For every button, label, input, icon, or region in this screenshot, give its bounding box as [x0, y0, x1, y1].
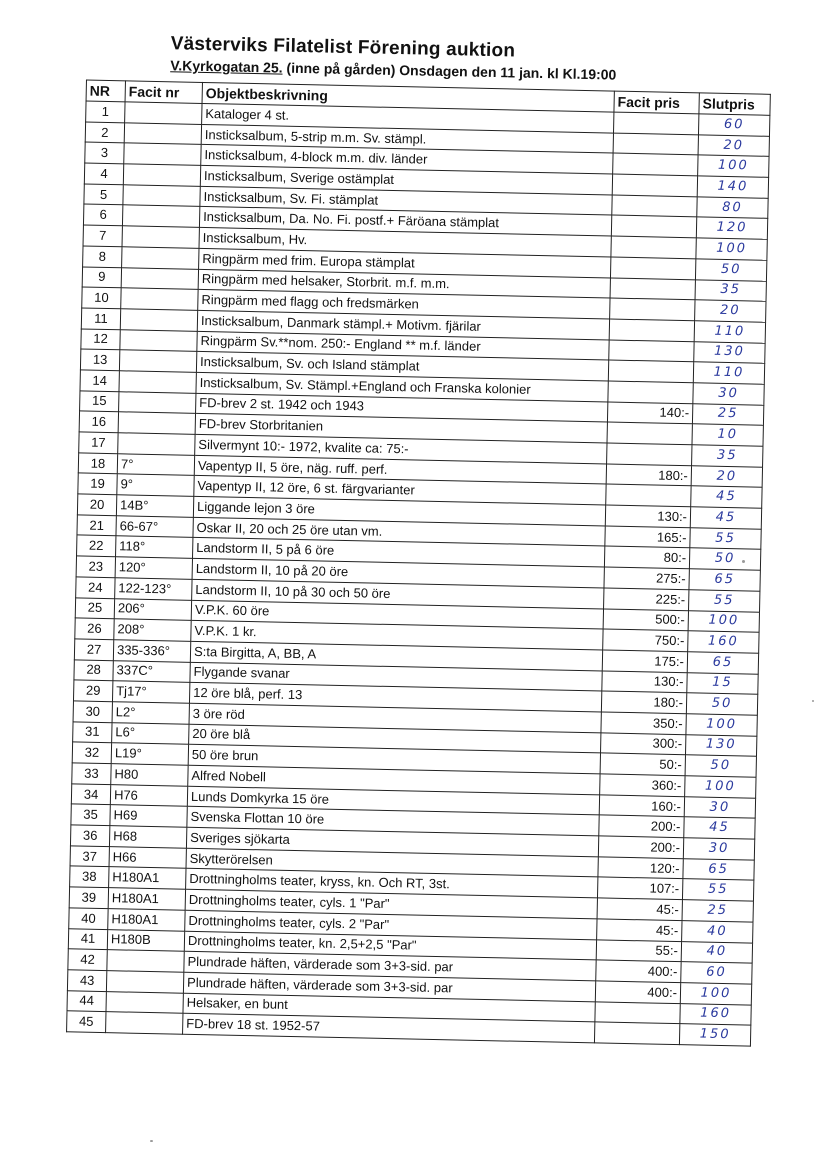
- item-description: Oskar II, 20 och 25 öre utan vm.: [193, 517, 605, 546]
- facit-number: H180B: [107, 929, 184, 951]
- item-description: 3 öre röd: [189, 703, 601, 732]
- facit-price: 225:-: [604, 588, 689, 610]
- facit-number: [123, 164, 200, 186]
- facit-price: 360:-: [600, 774, 685, 796]
- facit-number: [122, 226, 199, 248]
- final-price: 55: [689, 590, 760, 612]
- facit-price: 275:-: [604, 567, 689, 589]
- final-price: 20: [691, 465, 762, 487]
- item-number: 39: [69, 887, 108, 908]
- facit-number: L6°: [112, 722, 189, 744]
- item-description: 50 öre brun: [188, 745, 600, 774]
- item-number: 29: [73, 680, 112, 701]
- facit-price: 350:-: [601, 712, 686, 734]
- facit-number: 7°: [117, 453, 194, 475]
- item-description: FD-brev Storbritanien: [195, 414, 607, 443]
- item-description: Liggande lejon 3 öre: [193, 496, 605, 525]
- facit-number: 14B°: [116, 495, 193, 517]
- final-price: 50: [695, 259, 766, 281]
- scan-speck: [150, 1140, 153, 1142]
- final-price: 30: [684, 796, 755, 818]
- facit-price: 300:-: [601, 733, 686, 755]
- final-price: 130: [694, 341, 765, 363]
- item-number: 21: [77, 515, 116, 536]
- final-price: 60: [698, 114, 769, 136]
- scan-speck: [742, 560, 745, 563]
- facit-number: L2°: [112, 702, 189, 724]
- facit-price: [611, 236, 696, 258]
- facit-price: 45:-: [597, 898, 682, 920]
- item-number: 41: [68, 928, 107, 949]
- facit-price: 400:-: [596, 960, 681, 982]
- facit-number: [120, 309, 197, 331]
- facit-price: [611, 215, 696, 237]
- final-price: 60: [681, 962, 752, 984]
- facit-number: H180A1: [109, 867, 186, 889]
- item-number: 27: [74, 639, 113, 660]
- item-description: FD-brev 18 st. 1952-57: [183, 1013, 595, 1042]
- item-number: 10: [82, 287, 121, 308]
- facit-number: [119, 371, 196, 393]
- item-description: Vapentyp II, 12 öre, 6 st. färgvarianter: [194, 476, 606, 505]
- item-description: Insticksalbum, Sv. Fi. stämplat: [200, 186, 612, 215]
- facit-number: H80: [111, 764, 188, 786]
- final-price: 25: [682, 900, 753, 922]
- final-price: 25: [692, 403, 763, 425]
- facit-price: [607, 422, 692, 444]
- facit-price: [609, 340, 694, 362]
- facit-price: [609, 319, 694, 341]
- facit-number: H68: [109, 826, 186, 848]
- auction-table: [66, 79, 771, 1046]
- facit-price: 130:-: [605, 505, 690, 527]
- item-number: 8: [83, 246, 122, 267]
- item-description: S:ta Birgitta, A, BB, A: [190, 641, 602, 670]
- header-final-price: Slutpris: [699, 93, 770, 115]
- header-nr: NR: [86, 80, 125, 102]
- item-description: Svenska Flottan 10 öre: [187, 807, 599, 836]
- item-number: 13: [80, 349, 119, 370]
- item-number: 18: [78, 453, 117, 474]
- header-description: Objektbeskrivning: [202, 82, 614, 112]
- item-number: 25: [75, 597, 114, 618]
- facit-price: 175:-: [602, 650, 687, 672]
- item-description: Insticksalbum, Sverige ostämplat: [200, 165, 612, 194]
- item-description: Helsaker, en bunt: [183, 993, 595, 1022]
- item-description: Alfred Nobell: [188, 765, 600, 794]
- final-price: 110: [694, 321, 765, 343]
- facit-price: 130:-: [602, 671, 687, 693]
- final-price: 30: [683, 838, 754, 860]
- facit-price: 200:-: [599, 815, 684, 837]
- facit-price: 50:-: [600, 753, 685, 775]
- item-number: 20: [77, 494, 116, 515]
- item-number: 36: [70, 825, 109, 846]
- item-description: Plundrade häften, värderade som 3+3-sid. par: [183, 972, 595, 1001]
- item-number: 1: [86, 101, 125, 122]
- facit-price: [607, 443, 692, 465]
- facit-number: [125, 102, 202, 124]
- item-number: 37: [70, 846, 109, 867]
- final-price: 150: [679, 1024, 750, 1046]
- item-number: 26: [75, 618, 114, 639]
- item-description: Drottningholms teater, cyls. 2 "Par": [185, 910, 597, 939]
- address: V.Kyrkogatan 25.: [170, 57, 283, 76]
- facit-number: [122, 247, 199, 269]
- facit-number: 120°: [115, 557, 192, 579]
- item-number: 40: [69, 908, 108, 929]
- item-description: Ringpärm Sv.**nom. 250:- England ** m.f. länder: [197, 331, 609, 360]
- final-price: 55: [690, 528, 761, 550]
- final-price: 55: [682, 879, 753, 901]
- final-price: 45: [690, 507, 761, 529]
- item-description: V.P.K. 60 öre: [191, 600, 603, 629]
- item-description: Drottningholms teater, kn. 2,5+2,5 "Par": [184, 931, 596, 960]
- facit-price: 180:-: [601, 691, 686, 713]
- final-price: 100: [685, 776, 756, 798]
- final-price: 15: [687, 672, 758, 694]
- item-number: 19: [78, 473, 117, 494]
- facit-number: Tj17°: [112, 681, 189, 703]
- facit-price: [610, 278, 695, 300]
- item-description: Drottningholms teater, cyls. 1 "Par": [185, 889, 597, 918]
- header-facit-nr: Facit nr: [125, 81, 202, 104]
- item-number: 23: [76, 556, 115, 577]
- final-price: 35: [692, 445, 763, 467]
- facit-number: [106, 991, 183, 1013]
- final-price: 10: [692, 424, 763, 446]
- item-description: Sveriges sjökarta: [186, 827, 598, 856]
- final-price: 100: [698, 155, 769, 177]
- facit-number: H69: [110, 805, 187, 827]
- facit-price: [610, 257, 695, 279]
- facit-number: [122, 205, 199, 227]
- final-price: 120: [696, 217, 767, 239]
- final-price: 40: [681, 941, 752, 963]
- item-number: 9: [82, 266, 121, 287]
- final-price: 50: [689, 548, 760, 570]
- facit-number: [124, 143, 201, 165]
- item-description: Insticksalbum, Sv. och Island stämplat: [196, 352, 608, 381]
- final-price: 50: [685, 755, 756, 777]
- facit-number: 335-336°: [113, 640, 190, 662]
- final-price: 130: [685, 734, 756, 756]
- facit-number: 208°: [114, 619, 191, 641]
- facit-number: H66: [109, 846, 186, 868]
- item-description: Insticksalbum, Da. No. Fi. postf.+ Färöana stämplat: [199, 207, 611, 236]
- item-description: Ringpärm med flagg och fredsmärken: [198, 290, 610, 319]
- final-price: 110: [693, 362, 764, 384]
- facit-price: 107:-: [597, 877, 682, 899]
- item-number: 35: [71, 804, 110, 825]
- final-price: 65: [683, 858, 754, 880]
- facit-number: 66-67°: [116, 515, 193, 537]
- item-description: 20 öre blå: [189, 724, 601, 753]
- final-price: 160: [680, 1003, 751, 1025]
- facit-price: 160:-: [599, 795, 684, 817]
- item-number: 11: [81, 308, 120, 329]
- item-number: 12: [81, 329, 120, 350]
- facit-number: [123, 185, 200, 207]
- item-description: Flygande svanar: [190, 662, 602, 691]
- item-description: Kataloger 4 st.: [202, 103, 614, 132]
- facit-price: 500:-: [603, 608, 688, 630]
- item-number: 5: [84, 184, 123, 205]
- facit-price: [614, 112, 699, 134]
- item-number: 17: [79, 432, 118, 453]
- item-description: Skytterörelsen: [186, 848, 598, 877]
- facit-price: [606, 484, 691, 506]
- facit-price: [608, 360, 693, 382]
- facit-price: 45:-: [597, 919, 682, 941]
- item-number: 6: [83, 204, 122, 225]
- facit-price: 80:-: [604, 546, 689, 568]
- facit-price: 165:-: [605, 526, 690, 548]
- item-description: Lunds Domkyrka 15 öre: [187, 786, 599, 815]
- facit-number: 337C°: [113, 660, 190, 682]
- facit-price: [613, 153, 698, 175]
- final-price: 100: [688, 610, 759, 632]
- item-description: V.P.K. 1 kr.: [191, 621, 603, 650]
- facit-number: [121, 288, 198, 310]
- final-price: 45: [691, 486, 762, 508]
- facit-number: 206°: [114, 598, 191, 620]
- item-description: Ringpärm med helsaker, Storbrit. m.f. m.m.: [198, 269, 610, 298]
- item-number: 31: [73, 721, 112, 742]
- facit-number: [121, 267, 198, 289]
- facit-price: 200:-: [598, 836, 683, 858]
- final-price: 100: [696, 238, 767, 260]
- facit-number: 9°: [117, 474, 194, 496]
- item-description: Landstorm II, 5 på 6 öre: [192, 538, 604, 567]
- final-price: 160: [688, 631, 759, 653]
- facit-price: 120:-: [598, 857, 683, 879]
- item-description: Plundrade häften, värderade som 3+3-sid. par: [184, 951, 596, 980]
- item-description: Insticksalbum, 4-block m.m. div. länder: [201, 145, 613, 174]
- facit-number: [118, 433, 195, 455]
- header-facit-price: Facit pris: [614, 91, 699, 114]
- item-description: Landstorm II, 10 på 20 öre: [192, 558, 604, 587]
- facit-number: L19°: [111, 743, 188, 765]
- final-price: 100: [686, 714, 757, 736]
- facit-number: 118°: [116, 536, 193, 558]
- item-number: 3: [85, 142, 124, 163]
- item-number: 38: [70, 866, 109, 887]
- item-description: Silvermynt 10:- 1972, kvalite ca: 75:-: [195, 434, 607, 463]
- final-price: 100: [680, 983, 751, 1005]
- item-number: 30: [73, 701, 112, 722]
- item-number: 4: [84, 163, 123, 184]
- facit-price: [594, 1022, 679, 1044]
- facit-number: H180A1: [108, 908, 185, 930]
- facit-number: 122-123°: [115, 578, 192, 600]
- item-number: 14: [80, 370, 119, 391]
- facit-price: 750:-: [603, 629, 688, 651]
- final-price: 80: [697, 197, 768, 219]
- final-price: 35: [695, 279, 766, 301]
- item-number: 28: [74, 659, 113, 680]
- final-price: 30: [693, 383, 764, 405]
- facit-number: H180A1: [108, 888, 185, 910]
- item-number: 16: [79, 411, 118, 432]
- scan-speck: [812, 700, 814, 702]
- final-price: 140: [697, 176, 768, 198]
- item-number: 44: [67, 990, 106, 1011]
- facit-number: [107, 950, 184, 972]
- final-price: 65: [689, 569, 760, 591]
- final-price: 20: [695, 300, 766, 322]
- facit-price: 140:-: [607, 402, 692, 424]
- facit-number: [118, 412, 195, 434]
- final-price: 50: [686, 693, 757, 715]
- item-description: Insticksalbum, Sv. Stämpl.+England och Franska kolonier: [196, 372, 608, 401]
- facit-price: 400:-: [595, 981, 680, 1003]
- facit-price: [610, 298, 695, 320]
- item-number: 7: [83, 225, 122, 246]
- item-description: Vapentyp II, 5 öre, näg. ruff. perf.: [194, 455, 606, 484]
- item-number: 45: [67, 1011, 106, 1032]
- item-description: Insticksalbum, 5-strip m.m. Sv. stämpl.: [201, 124, 613, 153]
- facit-number: [119, 350, 196, 372]
- facit-price: 180:-: [606, 464, 691, 486]
- location-time: (inne på gården) Onsdagen den 11 jan. kl Kl.19:00: [282, 59, 617, 83]
- item-number: 34: [71, 784, 110, 805]
- item-description: FD-brev 2 st. 1942 och 1943: [196, 393, 608, 422]
- facit-number: [124, 123, 201, 145]
- facit-number: [106, 971, 183, 993]
- document-title: Västerviks Filatelist Förening auktion: [170, 33, 516, 62]
- facit-price: 55:-: [596, 939, 681, 961]
- facit-price: [613, 133, 698, 155]
- document-subtitle: [170, 57, 616, 82]
- item-description: Drottningholms teater, kryss, kn. Och RT, 3st.: [186, 869, 598, 898]
- final-price: 40: [682, 920, 753, 942]
- item-description: Insticksalbum, Danmark stämpl.+ Motivm. fjärilar: [197, 310, 609, 339]
- item-number: 2: [85, 122, 124, 143]
- facit-number: [120, 329, 197, 351]
- item-description: 12 öre blå, perf. 13: [189, 683, 601, 712]
- item-number: 22: [77, 535, 116, 556]
- item-number: 33: [72, 763, 111, 784]
- facit-number: [119, 391, 196, 413]
- facit-number: [106, 1012, 183, 1034]
- item-number: 24: [76, 577, 115, 598]
- final-price: 45: [684, 817, 755, 839]
- item-description: Ringpärm med frim. Europa stämplat: [199, 248, 611, 277]
- item-description: Landstorm II, 10 på 30 och 50 öre: [192, 579, 604, 608]
- facit-number: H76: [110, 784, 187, 806]
- facit-price: [612, 195, 697, 217]
- final-price: 20: [698, 135, 769, 157]
- facit-price: [612, 174, 697, 196]
- final-price: 65: [687, 652, 758, 674]
- item-number: 32: [72, 742, 111, 763]
- facit-price: [595, 1001, 680, 1023]
- item-number: 15: [80, 391, 119, 412]
- facit-price: [608, 381, 693, 403]
- item-number: 43: [67, 970, 106, 991]
- item-description: Insticksalbum, Hv.: [199, 228, 611, 257]
- item-number: 42: [68, 949, 107, 970]
